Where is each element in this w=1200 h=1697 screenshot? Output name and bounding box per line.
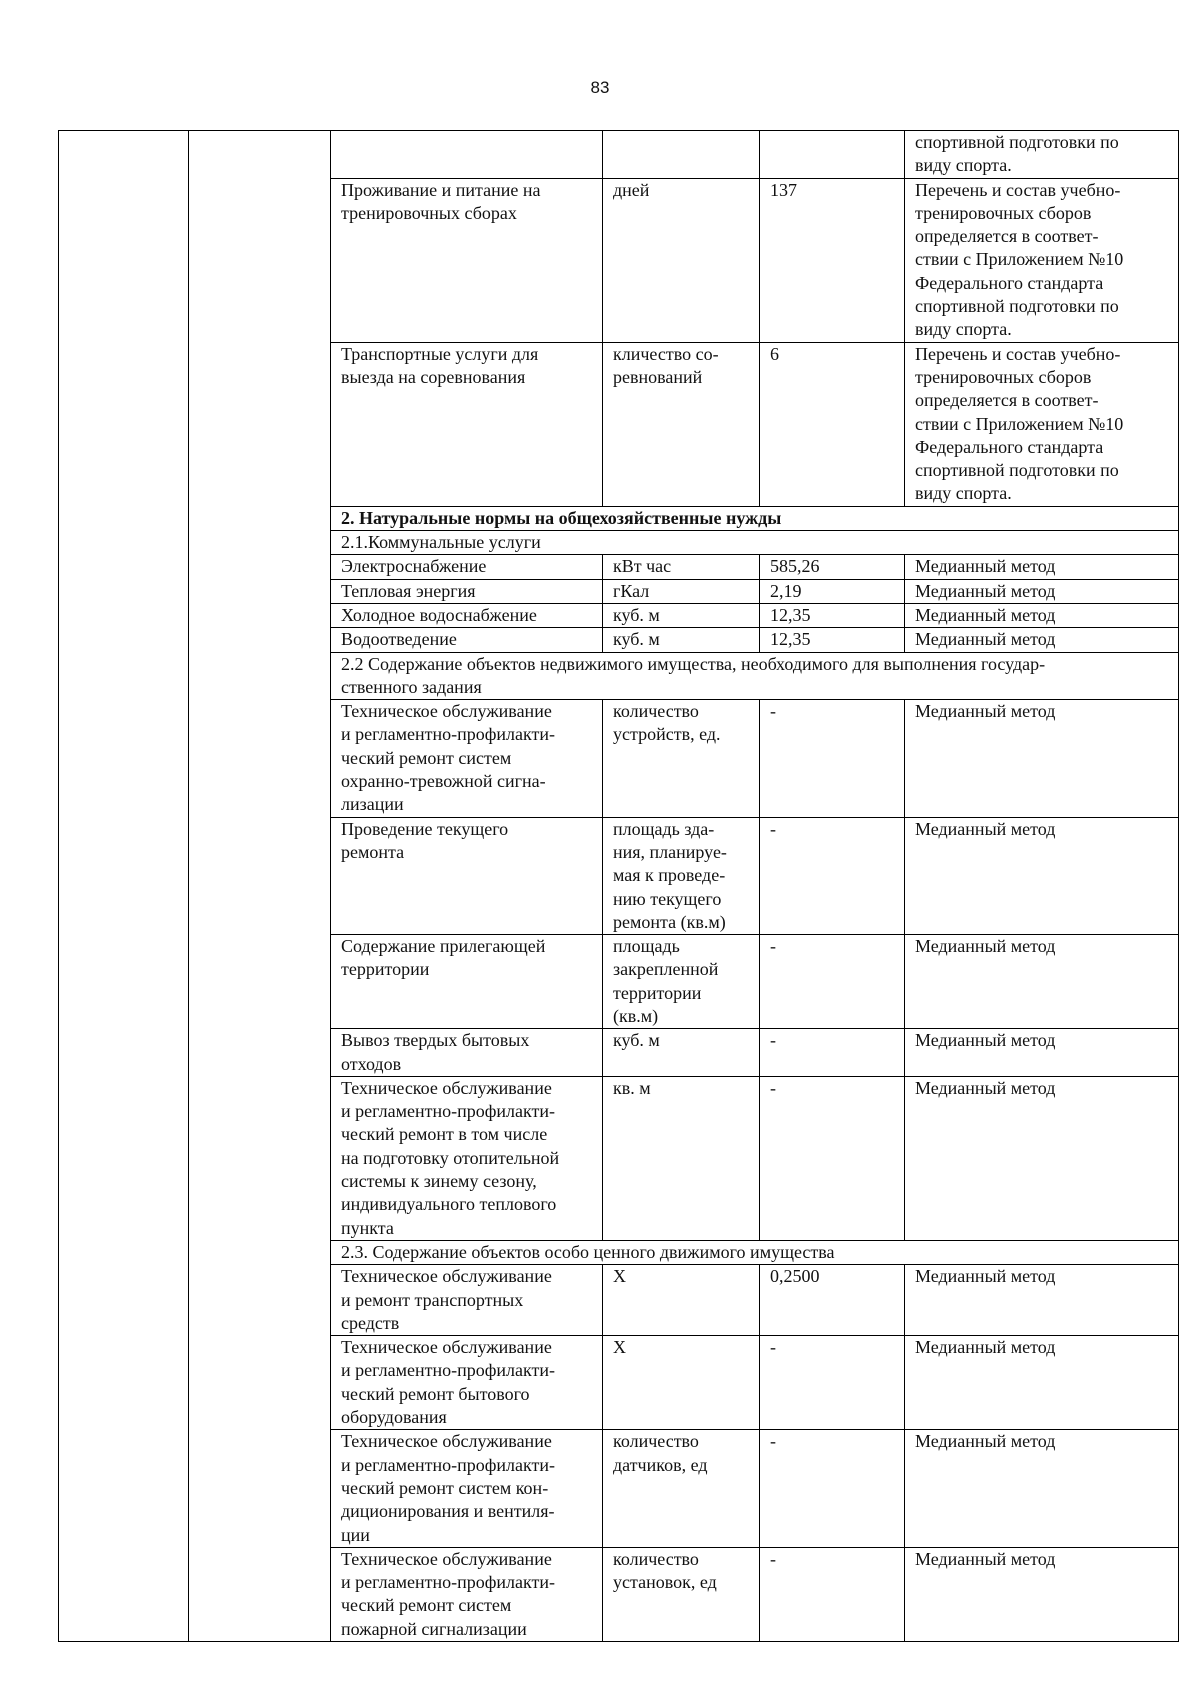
item-name-cell <box>331 935 603 1029</box>
item-name-cell <box>331 628 603 652</box>
item-name-cell <box>331 1547 603 1641</box>
value-cell <box>760 131 905 179</box>
method-text: Перечень и состав учебно- тренировочных сборов определяется в соответ- ствии с Приложением №10 Федерального стандарта спортивной подготовки по виду спорта. <box>915 179 1124 340</box>
method-cell <box>905 579 1179 603</box>
unit-cell <box>603 1430 760 1547</box>
value-text: 12,35 <box>770 604 811 625</box>
item-name-cell <box>331 817 603 934</box>
value-text: - <box>770 1431 776 1452</box>
item-name-cell <box>331 178 603 342</box>
subsection-heading <box>331 531 1179 555</box>
value-cell <box>760 628 905 652</box>
subsection-text: 2.2 Содержание объектов недвижимого имущества, необходимого для выполнения государ- ственного задания <box>341 653 1046 697</box>
value-text: - <box>770 1548 776 1569</box>
item-name-cell <box>331 131 603 179</box>
unit-text: площадь зда- ния, планируе- мая к проведе- нию текущего ремонта (кв.м) <box>613 818 727 932</box>
value-cell <box>760 1336 905 1430</box>
method-cell <box>905 603 1179 627</box>
method-text: Перечень и состав учебно- тренировочных сборов определяется в соответ- ствии с Приложением №10 Федерального стандарта спортивной подготовки по виду спорта. <box>915 343 1124 504</box>
unit-text: количество датчиков, ед <box>613 1431 708 1475</box>
item-name-cell <box>331 579 603 603</box>
blank-column-1 <box>59 131 189 1642</box>
value-cell <box>760 555 905 579</box>
value-cell <box>760 1029 905 1077</box>
method-cell <box>905 817 1179 934</box>
item-name-text: Техническое обслуживание и регламентно-профилакти- ческий ремонт в том числе на подготовку отопительной системы к зинему сезону, индивидуального теплового пункта <box>341 1077 560 1238</box>
method-cell <box>905 178 1179 342</box>
item-name-text: Проживание и питание на тренировочных сборах <box>341 179 541 223</box>
unit-cell <box>603 603 760 627</box>
item-name-text: Проведение текущего ремонта <box>341 818 509 862</box>
item-name-cell <box>331 342 603 506</box>
item-name-cell <box>331 1336 603 1430</box>
method-cell <box>905 935 1179 1029</box>
method-text: Медианный метод <box>915 818 1056 839</box>
method-cell <box>905 1547 1179 1641</box>
value-text: 2,19 <box>770 580 802 601</box>
unit-cell <box>603 579 760 603</box>
subsection-text: 2.1.Коммунальные услуги <box>341 532 541 553</box>
unit-cell <box>603 1265 760 1336</box>
value-text: - <box>770 936 776 957</box>
unit-cell <box>603 342 760 506</box>
item-name-cell <box>331 1029 603 1077</box>
value-cell <box>760 603 905 627</box>
method-cell <box>905 555 1179 579</box>
method-text: Медианный метод <box>915 1431 1056 1452</box>
item-name-text: Техническое обслуживание и регламентно-профилакти- ческий ремонт систем пожарной сигнализации <box>341 1548 555 1639</box>
unit-text: Х <box>613 1337 626 1358</box>
unit-text: куб. м <box>613 629 660 650</box>
subsection-text: 2.3. Содержание объектов особо ценного движимого имущества <box>341 1241 835 1262</box>
item-name-cell <box>331 1265 603 1336</box>
subsection-heading <box>331 1240 1179 1264</box>
method-text: Медианный метод <box>915 604 1056 625</box>
method-text: Медианный метод <box>915 1266 1056 1287</box>
item-name-text: Вывоз твердых бытовых отходов <box>341 1030 530 1074</box>
unit-text: дней <box>613 179 650 200</box>
unit-cell <box>603 178 760 342</box>
unit-text: куб. м <box>613 1030 660 1051</box>
item-name-text: Техническое обслуживание и регламентно-профилакти- ческий ремонт систем охранно-тревожной сигна- лизации <box>341 701 555 815</box>
table-body <box>59 131 1179 1642</box>
method-text: Медианный метод <box>915 1548 1056 1569</box>
unit-cell <box>603 700 760 817</box>
item-name-cell <box>331 1076 603 1240</box>
unit-text: кличество со- ревнований <box>613 343 719 387</box>
unit-cell <box>603 1029 760 1077</box>
method-text: Медианный метод <box>915 1077 1056 1098</box>
unit-text: гКал <box>613 580 650 601</box>
table-row <box>59 131 1179 179</box>
value-cell <box>760 817 905 934</box>
item-name-text: Тепловая энергия <box>341 580 476 601</box>
item-name-cell <box>331 555 603 579</box>
section-heading <box>331 506 1179 530</box>
method-cell <box>905 1336 1179 1430</box>
item-name-text: Транспортные услуги для выезда на соревнования <box>341 343 539 387</box>
method-cell <box>905 1076 1179 1240</box>
item-name-cell <box>331 1430 603 1547</box>
unit-text: кВт час <box>613 556 672 577</box>
item-name-text: Водоотведение <box>341 629 457 650</box>
value-cell <box>760 178 905 342</box>
item-name-text: Техническое обслуживание и регламентно-профилакти- ческий ремонт бытового оборудования <box>341 1337 555 1428</box>
unit-cell <box>603 131 760 179</box>
unit-text: куб. м <box>613 604 660 625</box>
value-text: 137 <box>770 179 797 200</box>
value-text: - <box>770 1030 776 1051</box>
unit-cell <box>603 555 760 579</box>
unit-cell <box>603 935 760 1029</box>
item-name-text: Холодное водоснабжение <box>341 604 537 625</box>
unit-text: кв. м <box>613 1077 651 1098</box>
value-cell <box>760 1430 905 1547</box>
method-text: Медианный метод <box>915 1337 1056 1358</box>
method-cell <box>905 628 1179 652</box>
value-text: - <box>770 1077 776 1098</box>
method-cell <box>905 700 1179 817</box>
item-name-cell <box>331 700 603 817</box>
unit-text: количество установок, ед <box>613 1548 717 1593</box>
page-number: 83 <box>590 78 610 97</box>
method-text: спортивной подготовки по виду спорта. <box>915 132 1119 176</box>
unit-cell <box>603 1076 760 1240</box>
unit-text: площадь закрепленной территории (кв.м) <box>613 936 719 1026</box>
value-text: 585,26 <box>770 556 820 577</box>
method-text: Медианный метод <box>915 580 1056 601</box>
value-cell <box>760 700 905 817</box>
value-cell <box>760 342 905 506</box>
value-text: 0,2500 <box>770 1266 820 1287</box>
blank-column-2 <box>189 131 331 1642</box>
method-text: Медианный метод <box>915 936 1056 957</box>
value-cell <box>760 1076 905 1240</box>
method-cell <box>905 131 1179 179</box>
value-text: 6 <box>770 343 779 364</box>
item-name-text: Техническое обслуживание и регламентно-профилакти- ческий ремонт систем кон- диционирования и вентиля- ции <box>341 1431 555 1545</box>
item-name-cell <box>331 603 603 627</box>
unit-text: Х <box>613 1266 626 1287</box>
subsection-heading <box>331 652 1179 700</box>
method-cell <box>905 1029 1179 1077</box>
value-text: - <box>770 818 776 839</box>
unit-text: количество устройств, ед. <box>613 701 721 745</box>
method-text: Медианный метод <box>915 556 1056 577</box>
method-cell <box>905 1265 1179 1336</box>
method-text: Медианный метод <box>915 629 1056 650</box>
method-text: Медианный метод <box>915 1030 1056 1051</box>
method-cell <box>905 1430 1179 1547</box>
method-text: Медианный метод <box>915 701 1056 722</box>
norms-table <box>58 130 1179 1642</box>
item-name-text: Электроснабжение <box>341 556 487 577</box>
value-cell <box>760 935 905 1029</box>
section-text: 2. Натуральные нормы на общехозяйственные нужды <box>341 507 782 528</box>
item-name-text: Содержание прилегающей территории <box>341 936 546 980</box>
item-name-text: Техническое обслуживание и ремонт транспортных средств <box>341 1266 552 1333</box>
value-cell <box>760 1265 905 1336</box>
value-text: - <box>770 701 776 722</box>
unit-cell <box>603 817 760 934</box>
unit-cell <box>603 1336 760 1430</box>
value-cell <box>760 579 905 603</box>
value-cell <box>760 1547 905 1641</box>
unit-cell <box>603 1547 760 1641</box>
value-text: - <box>770 1337 776 1358</box>
unit-cell <box>603 628 760 652</box>
method-cell <box>905 342 1179 506</box>
value-text: 12,35 <box>770 629 811 650</box>
